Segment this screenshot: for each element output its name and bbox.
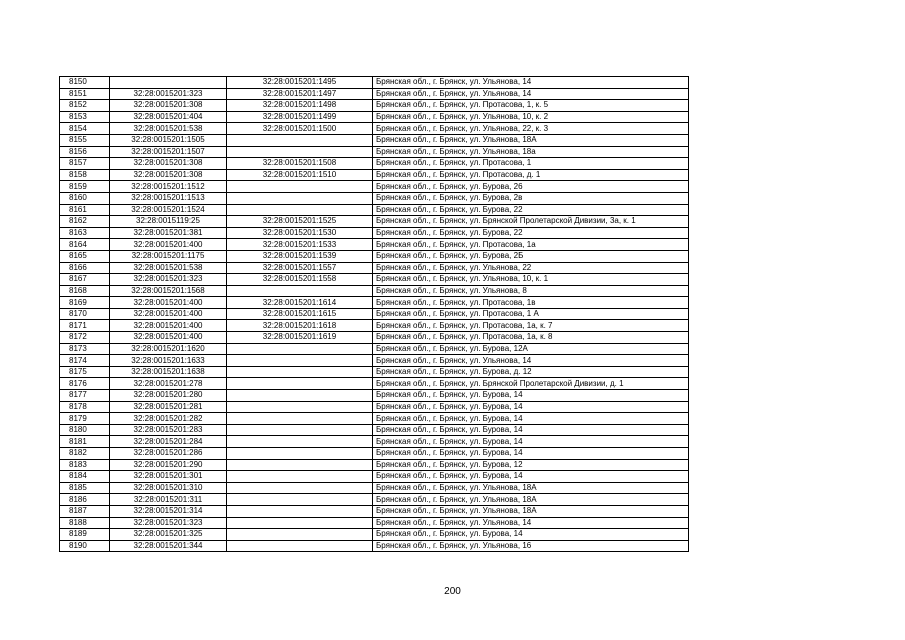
object-number-cell [227,424,373,436]
parcel-number-cell: 32:28:0015201:311 [110,494,227,506]
parcel-number-cell: 32:28:0015201:538 [110,262,227,274]
object-number-cell: 32:28:0015201:1614 [227,297,373,309]
object-number-cell: 32:28:0015201:1495 [227,77,373,89]
address-cell: Брянская обл., г. Брянск, ул. Протасова, 1 А [373,308,689,320]
table-row [60,285,689,297]
row-number-cell: 8184 [60,471,110,483]
object-number-cell [227,505,373,517]
table-body [60,77,689,552]
object-number-cell: 32:28:0015201:1615 [227,308,373,320]
document-page [59,76,689,552]
table-row [60,239,689,251]
address-cell: Брянская обл., г. Брянск, ул. Ульянова, 18А [373,482,689,494]
parcel-number-cell: 32:28:0015201:278 [110,378,227,390]
address-cell: Брянская обл., г. Брянск, ул. Бурова, 14 [373,436,689,448]
table-row [60,459,689,471]
row-number-cell: 8181 [60,436,110,448]
address-cell: Брянская обл., г. Брянск, ул. Брянской Пролетарской Дивизии, 3а, к. 1 [373,216,689,228]
row-number-cell: 8154 [60,123,110,135]
table-row [60,262,689,274]
address-cell: Брянская обл., г. Брянск, ул. Бурова, 2в [373,192,689,204]
table-row [60,540,689,552]
parcel-number-cell: 32:28:0015201:310 [110,482,227,494]
address-cell: Брянская обл., г. Брянск, ул. Бурова, 14 [373,390,689,402]
address-cell: Брянская обл., г. Брянск, ул. Бурова, 14 [373,529,689,541]
address-cell: Брянская обл., г. Брянск, ул. Бурова, 2Б [373,250,689,262]
table-row [60,343,689,355]
row-number-cell: 8169 [60,297,110,309]
row-number-cell: 8182 [60,448,110,460]
row-number-cell: 8179 [60,413,110,425]
address-cell: Брянская обл., г. Брянск, ул. Бурова, 12 [373,459,689,471]
object-number-cell: 32:28:0015201:1618 [227,320,373,332]
table-row [60,169,689,181]
row-number-cell: 8159 [60,181,110,193]
address-cell: Брянская обл., г. Брянск, ул. Протасова, д. 1 [373,169,689,181]
table-row [60,146,689,158]
parcel-number-cell: 32:28:0015201:538 [110,123,227,135]
address-cell: Брянская обл., г. Брянск, ул. Протасова, 1 [373,158,689,170]
parcel-number-cell: 32:28:0015201:400 [110,332,227,344]
parcel-number-cell: 32:28:0015201:381 [110,227,227,239]
address-cell: Брянская обл., г. Брянск, ул. Бурова, 14 [373,471,689,483]
table-row [60,111,689,123]
table-row [60,100,689,112]
object-number-cell: 32:28:0015201:1497 [227,88,373,100]
row-number-cell: 8168 [60,285,110,297]
address-cell: Брянская обл., г. Брянск, ул. Ульянова, 16 [373,540,689,552]
address-cell: Брянская обл., г. Брянск, ул. Ульянова, 10, к. 2 [373,111,689,123]
row-number-cell: 8152 [60,100,110,112]
row-number-cell: 8176 [60,378,110,390]
table-row [60,158,689,170]
address-cell: Брянская обл., г. Брянск, ул. Протасова, 1а, к. 8 [373,332,689,344]
table-row [60,332,689,344]
row-number-cell: 8187 [60,505,110,517]
row-number-cell: 8180 [60,424,110,436]
row-number-cell: 8157 [60,158,110,170]
row-number-cell: 8175 [60,366,110,378]
parcel-number-cell: 32:28:0015201:400 [110,308,227,320]
table-row [60,77,689,89]
object-number-cell [227,355,373,367]
row-number-cell: 8151 [60,88,110,100]
object-number-cell [227,413,373,425]
address-cell: Брянская обл., г. Брянск, ул. Ульянова, 14 [373,355,689,367]
address-cell: Брянская обл., г. Брянск, ул. Ульянова, 8 [373,285,689,297]
parcel-number-cell: 32:28:0015201:1507 [110,146,227,158]
parcel-number-cell: 32:28:0015201:1633 [110,355,227,367]
row-number-cell: 8164 [60,239,110,251]
row-number-cell: 8158 [60,169,110,181]
parcel-number-cell: 32:28:0015201:1620 [110,343,227,355]
object-number-cell: 32:28:0015201:1498 [227,100,373,112]
table-row [60,401,689,413]
object-number-cell: 32:28:0015201:1499 [227,111,373,123]
parcel-number-cell: 32:28:0015201:308 [110,169,227,181]
row-number-cell: 8155 [60,134,110,146]
address-cell: Брянская обл., г. Брянск, ул. Ульянова, 14 [373,77,689,89]
address-cell: Брянская обл., г. Брянск, ул. Бурова, 14 [373,424,689,436]
table-row [60,529,689,541]
row-number-cell: 8166 [60,262,110,274]
parcel-number-cell: 32:28:0015201:323 [110,274,227,286]
address-cell: Брянская обл., г. Брянск, ул. Протасова, 1а [373,239,689,251]
address-cell: Брянская обл., г. Брянск, ул. Ульянова, 18а [373,146,689,158]
object-number-cell [227,436,373,448]
address-cell: Брянская обл., г. Брянск, ул. Бурова, 14 [373,413,689,425]
address-cell: Брянская обл., г. Брянск, ул. Ульянова, 18А [373,134,689,146]
object-number-cell: 32:28:0015201:1508 [227,158,373,170]
row-number-cell: 8165 [60,250,110,262]
object-number-cell: 32:28:0015201:1510 [227,169,373,181]
row-number-cell: 8161 [60,204,110,216]
parcel-number-cell: 32:28:0015201:1568 [110,285,227,297]
cadastral-table [59,76,689,552]
table-row [60,505,689,517]
parcel-number-cell: 32:28:0015201:1524 [110,204,227,216]
table-row [60,390,689,402]
table-row [60,378,689,390]
row-number-cell: 8183 [60,459,110,471]
object-number-cell: 32:28:0015201:1530 [227,227,373,239]
address-cell: Брянская обл., г. Брянск, ул. Бурова, 22 [373,227,689,239]
object-number-cell [227,517,373,529]
address-cell: Брянская обл., г. Брянск, ул. Ульянова, 10, к. 1 [373,274,689,286]
parcel-number-cell: 32:28:0015201:283 [110,424,227,436]
object-number-cell [227,494,373,506]
table-row [60,482,689,494]
table-row [60,436,689,448]
row-number-cell: 8156 [60,146,110,158]
address-cell: Брянская обл., г. Брянск, ул. Протасова, 1, к. 5 [373,100,689,112]
address-cell: Брянская обл., г. Брянск, ул. Бурова, 12А [373,343,689,355]
table-row [60,250,689,262]
table-row [60,494,689,506]
table-row [60,320,689,332]
row-number-cell: 8150 [60,77,110,89]
table-row [60,123,689,135]
parcel-number-cell: 32:28:0015201:325 [110,529,227,541]
table-row [60,424,689,436]
object-number-cell: 32:28:0015201:1558 [227,274,373,286]
table-row [60,181,689,193]
row-number-cell: 8162 [60,216,110,228]
table-row [60,355,689,367]
table-row [60,134,689,146]
row-number-cell: 8177 [60,390,110,402]
table-row [60,517,689,529]
address-cell: Брянская обл., г. Брянск, ул. Протасова, 1в [373,297,689,309]
parcel-number-cell: 32:28:0015201:323 [110,517,227,529]
parcel-number-cell: 32:28:0015201:280 [110,390,227,402]
address-cell: Брянская обл., г. Брянск, ул. Бурова, 14 [373,401,689,413]
object-number-cell [227,378,373,390]
row-number-cell: 8171 [60,320,110,332]
object-number-cell [227,134,373,146]
parcel-number-cell: 32:28:0015201:1175 [110,250,227,262]
parcel-number-cell [110,77,227,89]
row-number-cell: 8170 [60,308,110,320]
object-number-cell [227,529,373,541]
object-number-cell [227,192,373,204]
table-row [60,204,689,216]
page-number: 200 [444,586,461,597]
object-number-cell: 32:28:0015201:1500 [227,123,373,135]
row-number-cell: 8167 [60,274,110,286]
address-cell: Брянская обл., г. Брянск, ул. Протасова, 1а, к. 7 [373,320,689,332]
row-number-cell: 8190 [60,540,110,552]
address-cell: Брянская обл., г. Брянск, ул. Бурова, д. 12 [373,366,689,378]
row-number-cell: 8160 [60,192,110,204]
table-row [60,297,689,309]
table-row [60,88,689,100]
object-number-cell: 32:28:0015201:1539 [227,250,373,262]
table-row [60,413,689,425]
object-number-cell [227,343,373,355]
parcel-number-cell: 32:28:0015201:314 [110,505,227,517]
object-number-cell [227,482,373,494]
object-number-cell: 32:28:0015201:1557 [227,262,373,274]
parcel-number-cell: 32:28:0015201:290 [110,459,227,471]
object-number-cell: 32:28:0015201:1525 [227,216,373,228]
table-row [60,366,689,378]
object-number-cell [227,146,373,158]
parcel-number-cell: 32:28:0015201:282 [110,413,227,425]
parcel-number-cell: 32:28:0015201:281 [110,401,227,413]
parcel-number-cell: 32:28:0015201:400 [110,239,227,251]
object-number-cell [227,471,373,483]
row-number-cell: 8189 [60,529,110,541]
row-number-cell: 8174 [60,355,110,367]
row-number-cell: 8186 [60,494,110,506]
object-number-cell: 32:28:0015201:1533 [227,239,373,251]
row-number-cell: 8172 [60,332,110,344]
parcel-number-cell: 32:28:0015201:344 [110,540,227,552]
row-number-cell: 8188 [60,517,110,529]
parcel-number-cell: 32:28:0015201:286 [110,448,227,460]
address-cell: Брянская обл., г. Брянск, ул. Ульянова, 18А [373,494,689,506]
parcel-number-cell: 32:28:0015119:25 [110,216,227,228]
object-number-cell: 32:28:0015201:1619 [227,332,373,344]
row-number-cell: 8173 [60,343,110,355]
row-number-cell: 8178 [60,401,110,413]
table-row [60,192,689,204]
address-cell: Брянская обл., г. Брянск, ул. Ульянова, 14 [373,517,689,529]
table-row [60,274,689,286]
parcel-number-cell: 32:28:0015201:1512 [110,181,227,193]
address-cell: Брянская обл., г. Брянск, ул. Бурова, 22 [373,204,689,216]
parcel-number-cell: 32:28:0015201:400 [110,297,227,309]
row-number-cell: 8153 [60,111,110,123]
parcel-number-cell: 32:28:0015201:308 [110,100,227,112]
parcel-number-cell: 32:28:0015201:301 [110,471,227,483]
parcel-number-cell: 32:28:0015201:404 [110,111,227,123]
object-number-cell [227,540,373,552]
table-row [60,448,689,460]
parcel-number-cell: 32:28:0015201:1505 [110,134,227,146]
table-row [60,227,689,239]
object-number-cell [227,448,373,460]
address-cell: Брянская обл., г. Брянск, ул. Брянской Пролетарской Дивизии, д. 1 [373,378,689,390]
parcel-number-cell: 32:28:0015201:1513 [110,192,227,204]
parcel-number-cell: 32:28:0015201:400 [110,320,227,332]
address-cell: Брянская обл., г. Брянск, ул. Бурова, 14 [373,448,689,460]
parcel-number-cell: 32:28:0015201:323 [110,88,227,100]
object-number-cell [227,204,373,216]
object-number-cell [227,181,373,193]
address-cell: Брянская обл., г. Брянск, ул. Бурова, 26 [373,181,689,193]
object-number-cell [227,285,373,297]
object-number-cell [227,366,373,378]
table-row [60,216,689,228]
address-cell: Брянская обл., г. Брянск, ул. Ульянова, 18А [373,505,689,517]
object-number-cell [227,459,373,471]
row-number-cell: 8185 [60,482,110,494]
table-row [60,471,689,483]
parcel-number-cell: 32:28:0015201:308 [110,158,227,170]
address-cell: Брянская обл., г. Брянск, ул. Ульянова, 14 [373,88,689,100]
address-cell: Брянская обл., г. Брянск, ул. Ульянова, 22 [373,262,689,274]
parcel-number-cell: 32:28:0015201:1638 [110,366,227,378]
table-row [60,308,689,320]
parcel-number-cell: 32:28:0015201:284 [110,436,227,448]
object-number-cell [227,390,373,402]
object-number-cell [227,401,373,413]
address-cell: Брянская обл., г. Брянск, ул. Ульянова, 22, к. 3 [373,123,689,135]
row-number-cell: 8163 [60,227,110,239]
